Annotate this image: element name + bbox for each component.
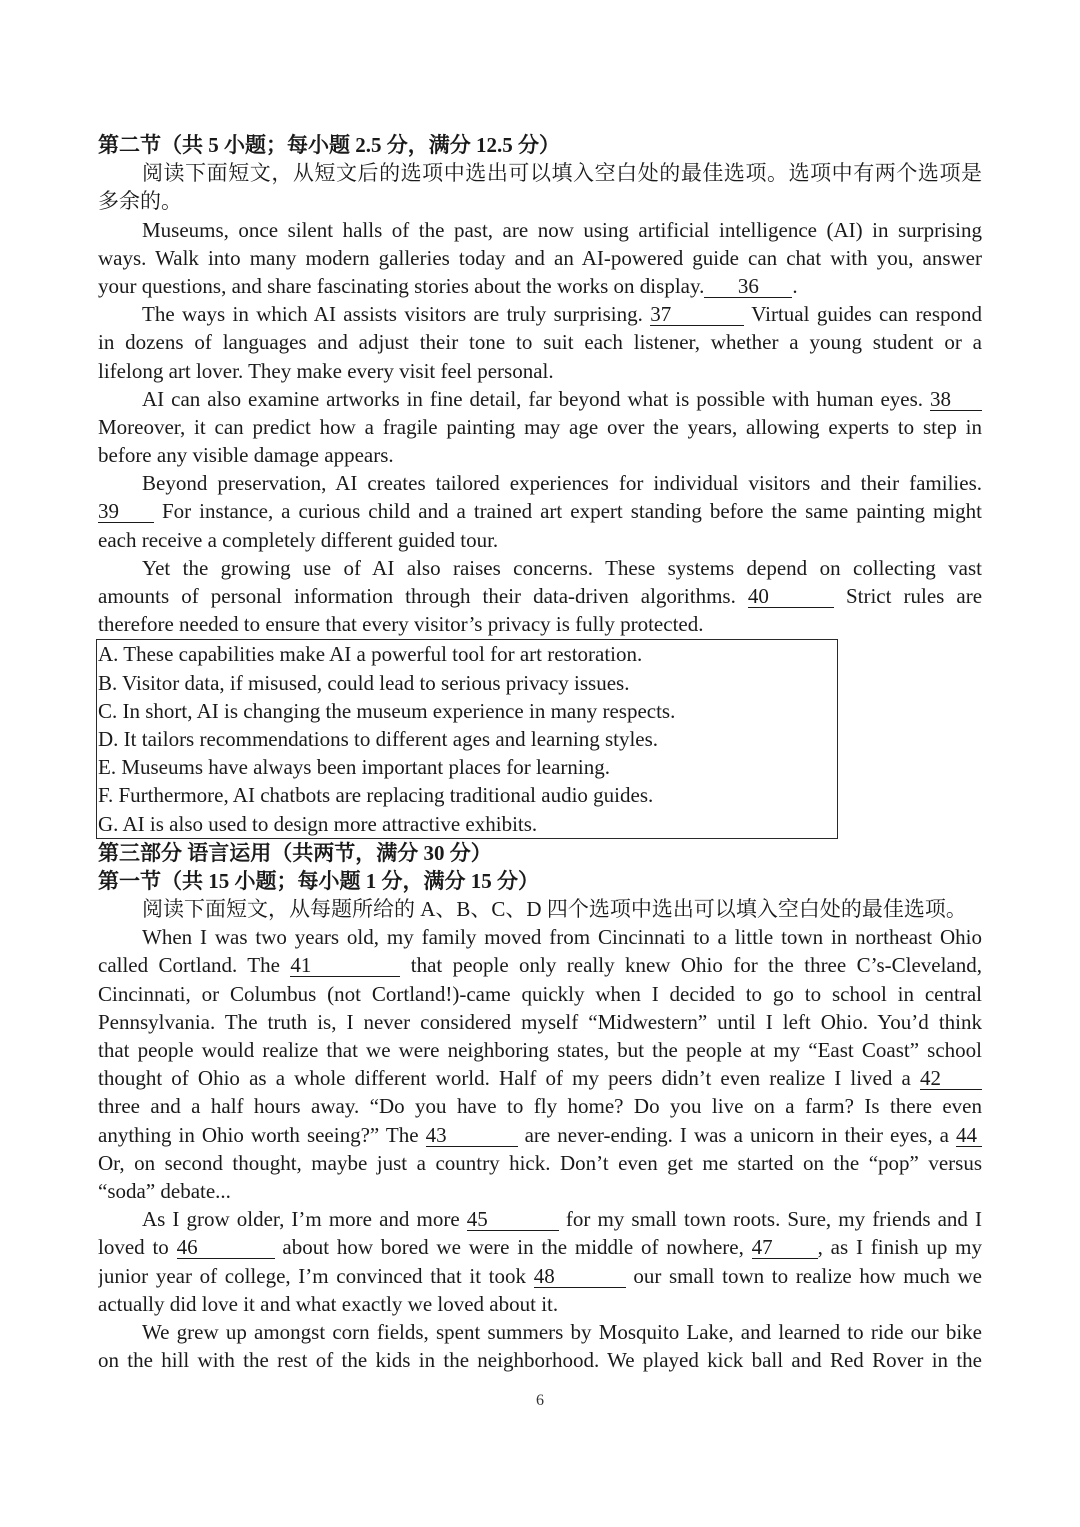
passage-line: Or, on second thought, maybe just a country hick. Don’t even get me started on the “pop” versus — [98, 1150, 982, 1175]
blank-38[interactable]: 38 — [930, 388, 982, 411]
part3-heading: 第三部分 语言运用（共两节，满分 30 分） — [98, 840, 492, 865]
passage-line: Cincinnati, or Columbus (not Cortland!)-came quickly when I decided to go to school in central — [98, 981, 982, 1006]
passage-line: anything in Ohio worth seeing?” The 43 are never-ending. I was a unicorn in their eyes, a 44 — [98, 1121, 982, 1149]
passage-line: lifelong art lover. They make every visit feel personal. — [98, 358, 554, 383]
passage-line: junior year of college, I’m convinced that it took 48 our small town to realize how much we — [98, 1263, 982, 1288]
passage-line: We grew up amongst corn fields, spent summers by Mosquito Lake, and learned to ride our bike — [142, 1319, 982, 1344]
passage-line: 39 For instance, a curious child and a trained art expert standing before the same painting might — [98, 499, 982, 524]
passage-line: Beyond preservation, AI creates tailored experiences for individual visitors and their families. — [142, 471, 982, 496]
passage-line: Pennsylvania. The truth is, I never considered myself “Midwestern” until I left Ohio. You’d think — [98, 1009, 982, 1034]
section2-heading: 第二节（共 5 小题；每小题 2.5 分，满分 12.5 分） — [98, 133, 560, 157]
passage-line: As I grow older, I’m more and more 45 for my small town roots. Sure, my friends and I — [142, 1207, 982, 1232]
passage-line: that people would realize that we were neighboring states, but the people at my “East Coast” school — [98, 1038, 982, 1062]
passage-line: called Cortland. The 41 that people only really knew Ohio for the three C’s-Cleveland, — [98, 953, 982, 978]
passage-line: ways. Walk into many modern galleries today and an AI-powered guide can chat with you, answer — [98, 245, 982, 270]
passage-line: Moreover, it can predict how a fragile painting may age over the years, allowing experts to step in — [98, 414, 982, 439]
blank-36[interactable]: 36 — [704, 275, 792, 298]
passage-line: thought of Ohio as a whole different world. Half of my peers didn’t even realize I lived a 42 — [98, 1064, 982, 1092]
blank-44[interactable]: 44 — [956, 1124, 982, 1147]
option-g[interactable]: G. AI is also used to design more attractive exhibits. — [98, 811, 538, 836]
passage-line: actually did love it and what exactly we loved about it. — [98, 1291, 559, 1316]
option-a[interactable]: A. These capabilities make AI a powerful tool for art restoration. — [98, 642, 643, 667]
option-b[interactable]: B. Visitor data, if misused, could lead to serious privacy issues. — [98, 670, 630, 695]
blank-46[interactable]: 46 — [177, 1236, 275, 1259]
blank-37[interactable]: 37 — [650, 303, 744, 326]
passage-line: When I was two years old, my family moved from Cincinnati to a little town in northeast Ohio — [142, 925, 982, 950]
blank-48[interactable]: 48 — [534, 1265, 626, 1288]
blank-41[interactable]: 41 — [290, 954, 400, 977]
passage-line: each receive a completely different guided tour. — [98, 527, 499, 552]
blank-40[interactable]: 40 — [748, 585, 834, 608]
option-f[interactable]: F. Furthermore, AI chatbots are replacing traditional audio guides. — [98, 783, 654, 808]
passage-line: “soda” debate... — [98, 1178, 231, 1203]
blank-47[interactable]: 47 — [752, 1236, 818, 1259]
passage-line: Yet the growing use of AI also raises concerns. These systems depend on collecting vast — [142, 555, 982, 580]
passage-line: in dozens of languages and adjust their tone to suit each listener, whether a young student or a — [98, 330, 982, 355]
option-c[interactable]: C. In short, AI is changing the museum experience in many respects. — [98, 698, 676, 723]
blank-39[interactable]: 39 — [98, 500, 154, 523]
passage-line: three and a half hours away. “Do you have to fly home? Do you live on a farm? Is there even — [98, 1094, 982, 1119]
option-d[interactable]: D. It tailors recommendations to different ages and learning styles. — [98, 726, 659, 751]
part3-section1-heading: 第一节（共 15 小题；每小题 1 分，满分 15 分） — [98, 868, 539, 893]
passage-line: amounts of personal information through their data-driven algorithms. 40 Strict rules are — [98, 584, 982, 608]
passage-line: loved to 46 about how bored we were in the middle of nowhere, 47 , as I finish up my — [98, 1235, 982, 1260]
section2-instruction: 阅读下面短文，从短文后的选项中选出可以填入空白处的最佳选项。选项中有两个选项是 — [142, 161, 982, 186]
passage-line: The ways in which AI assists visitors are truly surprising. 37 Virtual guides can respond — [142, 302, 982, 327]
blank-45[interactable]: 45 — [467, 1208, 559, 1231]
passage-line: Museums, once silent halls of the past, are now using artificial intelligence (AI) in surprising — [142, 217, 982, 242]
passage-line: therefore needed to ensure that every visitor’s privacy is fully protected. — [98, 612, 704, 637]
part3-instruction: 阅读下面短文，从每题所给的 A、B、C、D 四个选项中选出可以填入空白处的最佳选项。 — [142, 897, 967, 922]
blank-42[interactable]: 42 — [920, 1067, 982, 1090]
page-number: 6 — [536, 1392, 544, 1409]
section2-instruction-cont: 多余的。 — [98, 189, 182, 214]
options-box — [96, 639, 838, 838]
option-e[interactable]: E. Museums have always been important places for learning. — [98, 755, 611, 780]
passage-line: on the hill with the rest of the kids in the neighborhood. We played kick ball and Red Rover in the — [98, 1348, 982, 1373]
blank-43[interactable]: 43 — [426, 1124, 518, 1147]
page-content — [98, 131, 982, 1374]
passage-line: your questions, and share fascinating stories about the works on display. 36 . — [98, 273, 798, 298]
passage-line: before any visible damage appears. — [98, 443, 394, 468]
passage-line: AI can also examine artworks in fine detail, far beyond what is possible with human eyes. 38 — [98, 385, 982, 413]
